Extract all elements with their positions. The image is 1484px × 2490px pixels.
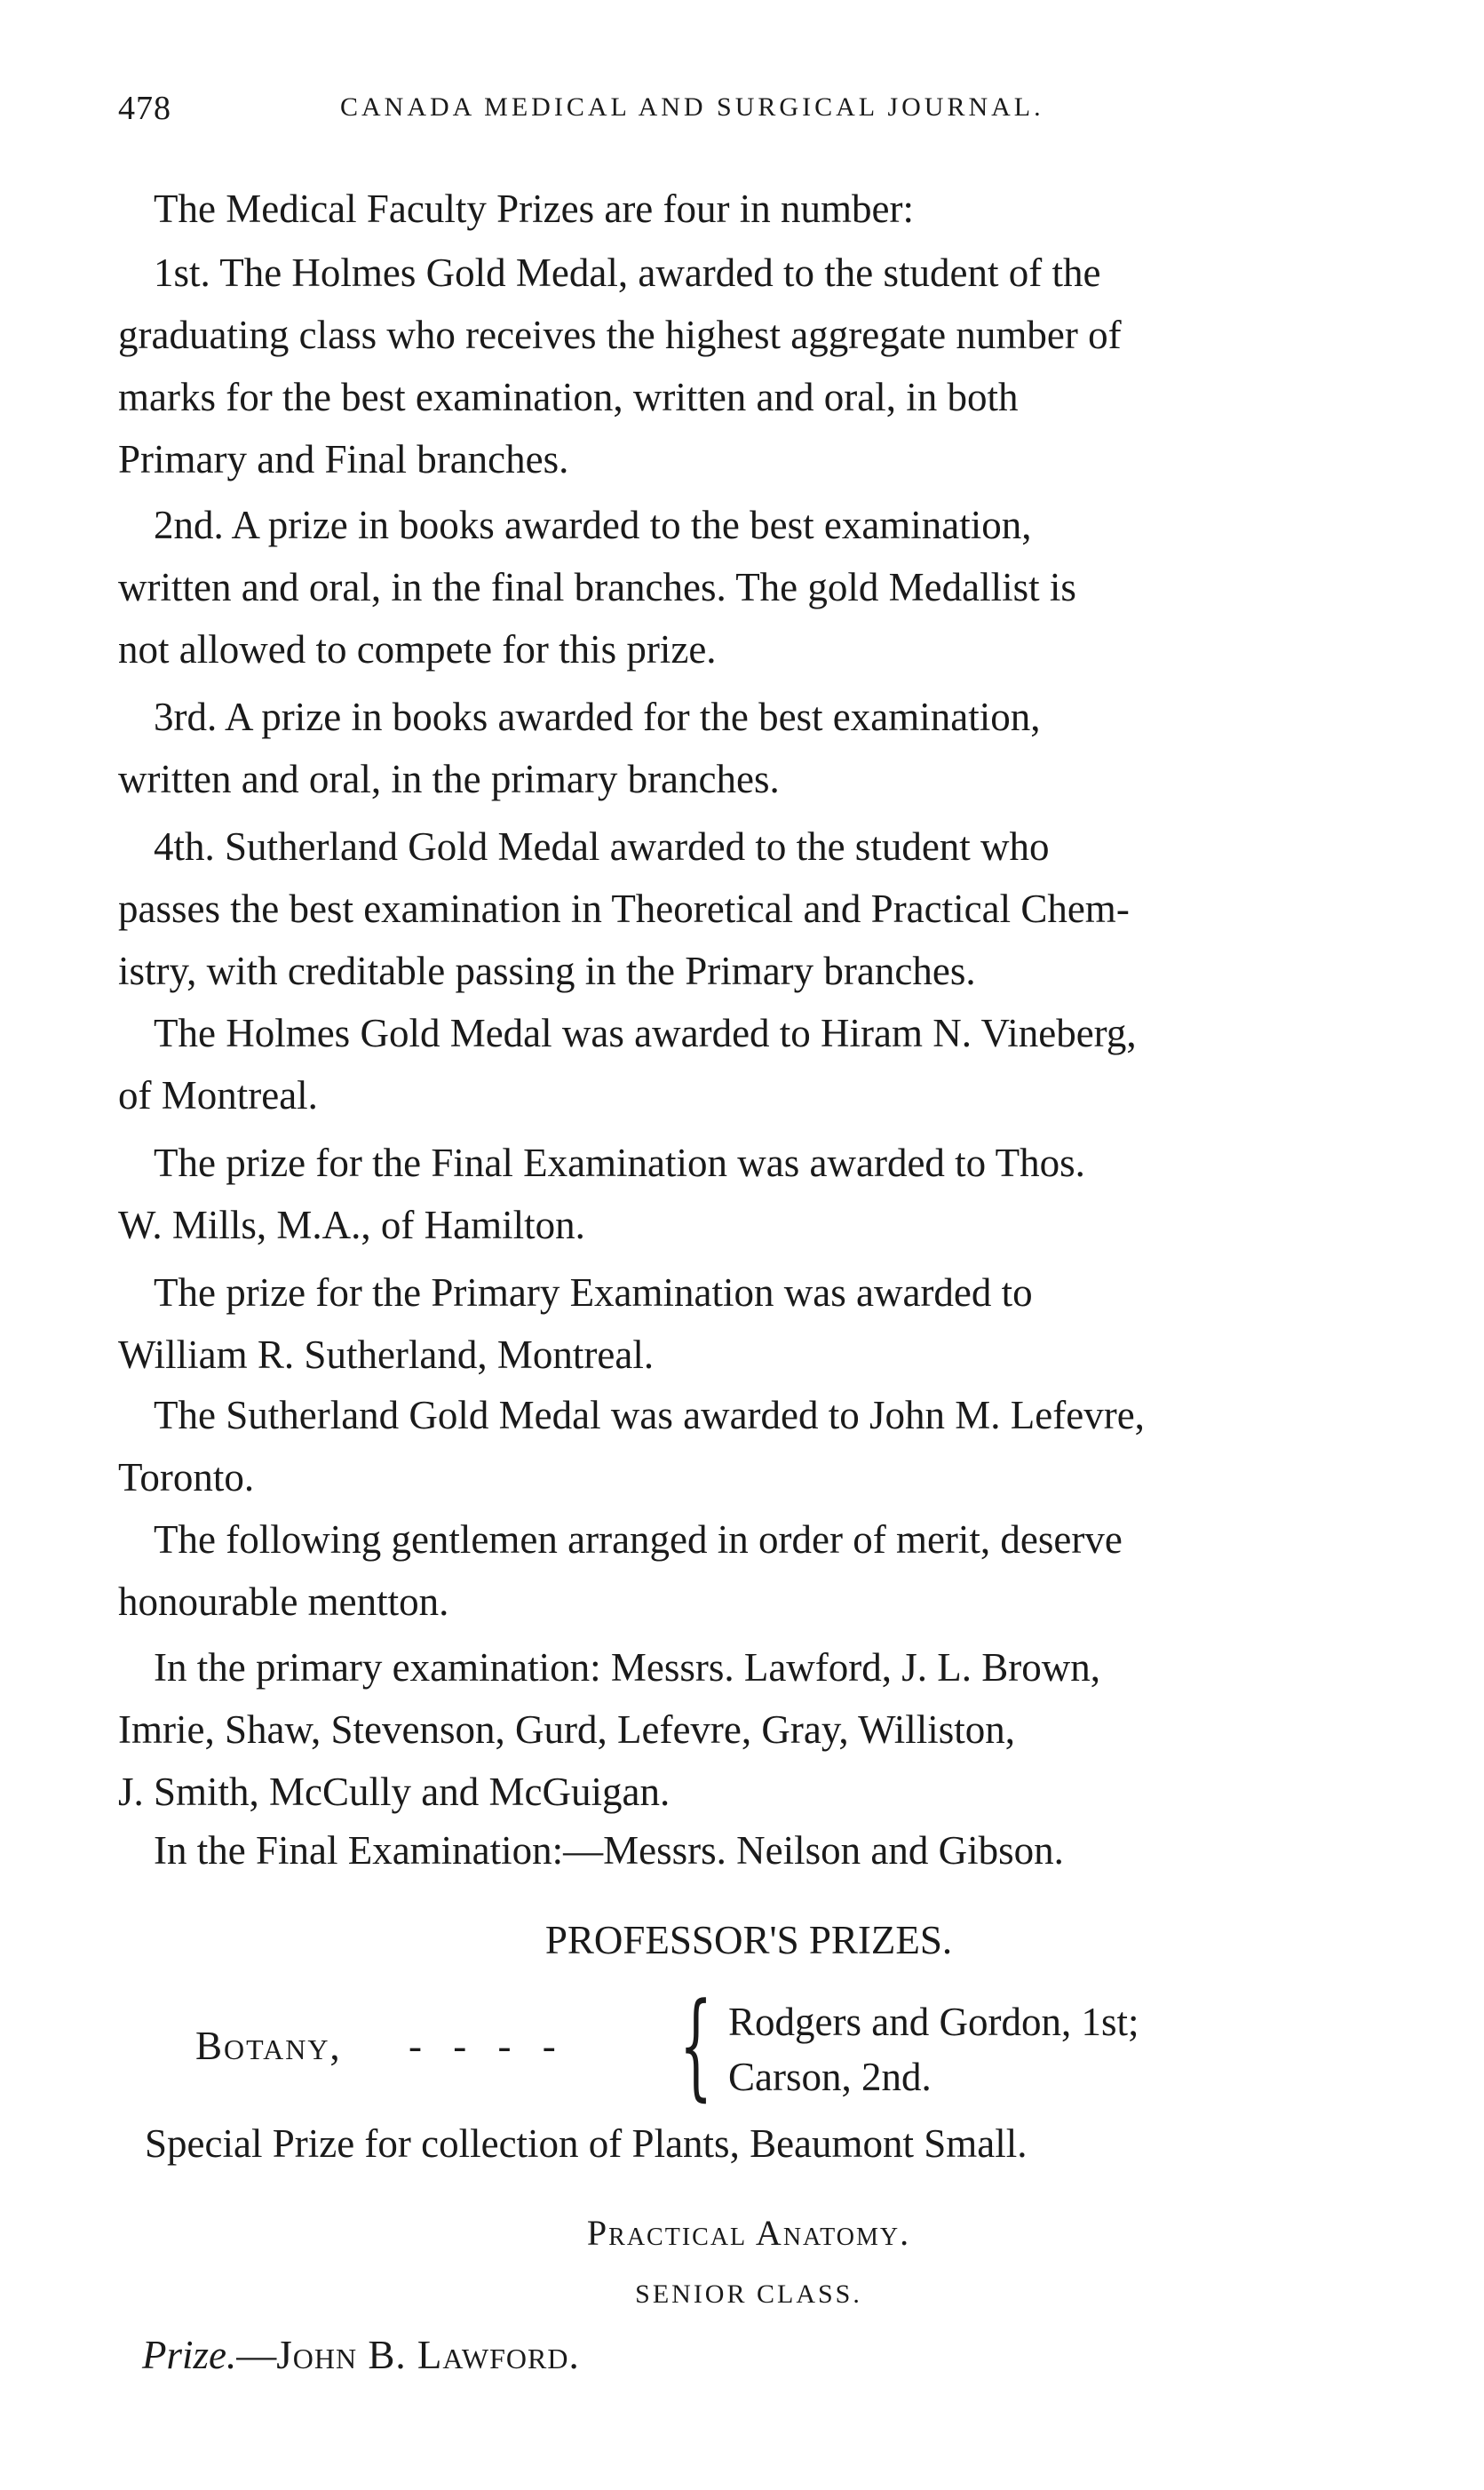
- botany-winner-line: Rodgers and Gordon, 1st;: [728, 2000, 1139, 2044]
- brace-symbol: {: [679, 1977, 713, 2112]
- paragraph-sutherland-medal: [118, 1384, 1379, 1508]
- text-line: 2nd. A prize in books awarded to the best examination,: [154, 503, 1032, 547]
- page-number: 478: [118, 90, 171, 127]
- text-line: honourable mentton.: [118, 1579, 449, 1624]
- text-line: W. Mills, M.A., of Hamilton.: [118, 1203, 585, 1247]
- text-line: Primary and Final branches.: [118, 437, 569, 481]
- text-line: Toronto.: [118, 1455, 255, 1500]
- text-line: 4th. Sutherland Gold Medal awarded to the student who: [154, 824, 1050, 869]
- text-line: Special Prize for collection of Plants, Beaumont Small.: [145, 2121, 1028, 2166]
- paragraph-intro: [118, 178, 1379, 240]
- text-line: passes the best examination in Theoretical and Practical Chem-: [118, 887, 1130, 931]
- botany-winners: [728, 1994, 1139, 2104]
- paragraph-first-prize: [118, 242, 1379, 490]
- text-line: The prize for the Final Examination was awarded to Thos.: [154, 1141, 1085, 1185]
- text-line: marks for the best examination, written and oral, in both: [118, 375, 1019, 419]
- paragraph-final-prize: [118, 1132, 1379, 1256]
- text-line: istry, with creditable passing in the Primary branches.: [118, 949, 976, 993]
- text-line: of Montreal.: [118, 1073, 318, 1118]
- running-head: [118, 89, 1379, 133]
- leader-dashes: - - - -: [409, 2024, 567, 2068]
- subsection-heading-practical-anatomy: Practical Anatomy.: [586, 2213, 911, 2253]
- text-line: J. Smith, McCully and McGuigan.: [118, 1770, 671, 1814]
- paragraph-primary-examination: [118, 1636, 1379, 1823]
- subsection-subheading-senior-class: SENIOR CLASS.: [635, 2279, 862, 2309]
- paragraph-second-prize: [118, 494, 1379, 680]
- journal-title: CANADA MEDICAL AND SURGICAL JOURNAL.: [340, 92, 1044, 122]
- section-heading-professors-prizes: PROFESSOR'S PRIZES.: [544, 1918, 953, 1962]
- botany-prize-row: [195, 1977, 1350, 2112]
- text-line: written and oral, in the final branches. The gold Medallist is: [118, 565, 1076, 609]
- text-line: not allowed to compete for this prize.: [118, 627, 717, 672]
- paragraph-primary-prize: [118, 1261, 1379, 1386]
- text-line: written and oral, in the primary branches.: [118, 757, 780, 801]
- text-line: William R. Sutherland, Montreal.: [118, 1333, 655, 1377]
- paragraph-honourable-mention: [118, 1508, 1379, 1633]
- text-line: 3rd. A prize in books awarded for the best examination,: [154, 695, 1041, 739]
- anatomy-prize-line: [142, 2332, 580, 2378]
- paragraph-holmes-medal: [118, 1002, 1379, 1126]
- text-line: The following gentlemen arranged in order of merit, deserve: [154, 1517, 1123, 1562]
- text-line: graduating class who receives the highest aggregate number of: [118, 313, 1122, 357]
- prize-label: Prize.: [142, 2333, 237, 2377]
- botany-winner-line: Carson, 2nd.: [728, 2055, 932, 2099]
- paragraph-special-prize: [118, 2112, 1379, 2175]
- botany-label: Botany,: [195, 2024, 342, 2068]
- text-line: Imrie, Shaw, Stevenson, Gurd, Lefevre, Gray, Williston,: [118, 1707, 1016, 1752]
- text-line: In the primary examination: Messrs. Lawford, J. L. Brown,: [154, 1645, 1101, 1690]
- paragraph-final-examination: [118, 1819, 1379, 1881]
- text-line: 1st. The Holmes Gold Medal, awarded to the student of the: [154, 251, 1101, 295]
- text-line: The Medical Faculty Prizes are four in number:: [154, 187, 914, 231]
- text-line: The prize for the Primary Examination was awarded to: [154, 1270, 1033, 1315]
- text-line: The Holmes Gold Medal was awarded to Hiram N. Vineberg,: [154, 1011, 1137, 1055]
- text-line: The Sutherland Gold Medal was awarded to John M. Lefevre,: [154, 1393, 1145, 1437]
- prize-winner: John B. Lawford.: [276, 2333, 580, 2377]
- text-line: In the Final Examination:—Messrs. Neilson and Gibson.: [154, 1828, 1064, 1873]
- paragraph-fourth-prize: [118, 815, 1379, 1002]
- prize-dash: —: [236, 2333, 277, 2377]
- paragraph-third-prize: [118, 686, 1379, 810]
